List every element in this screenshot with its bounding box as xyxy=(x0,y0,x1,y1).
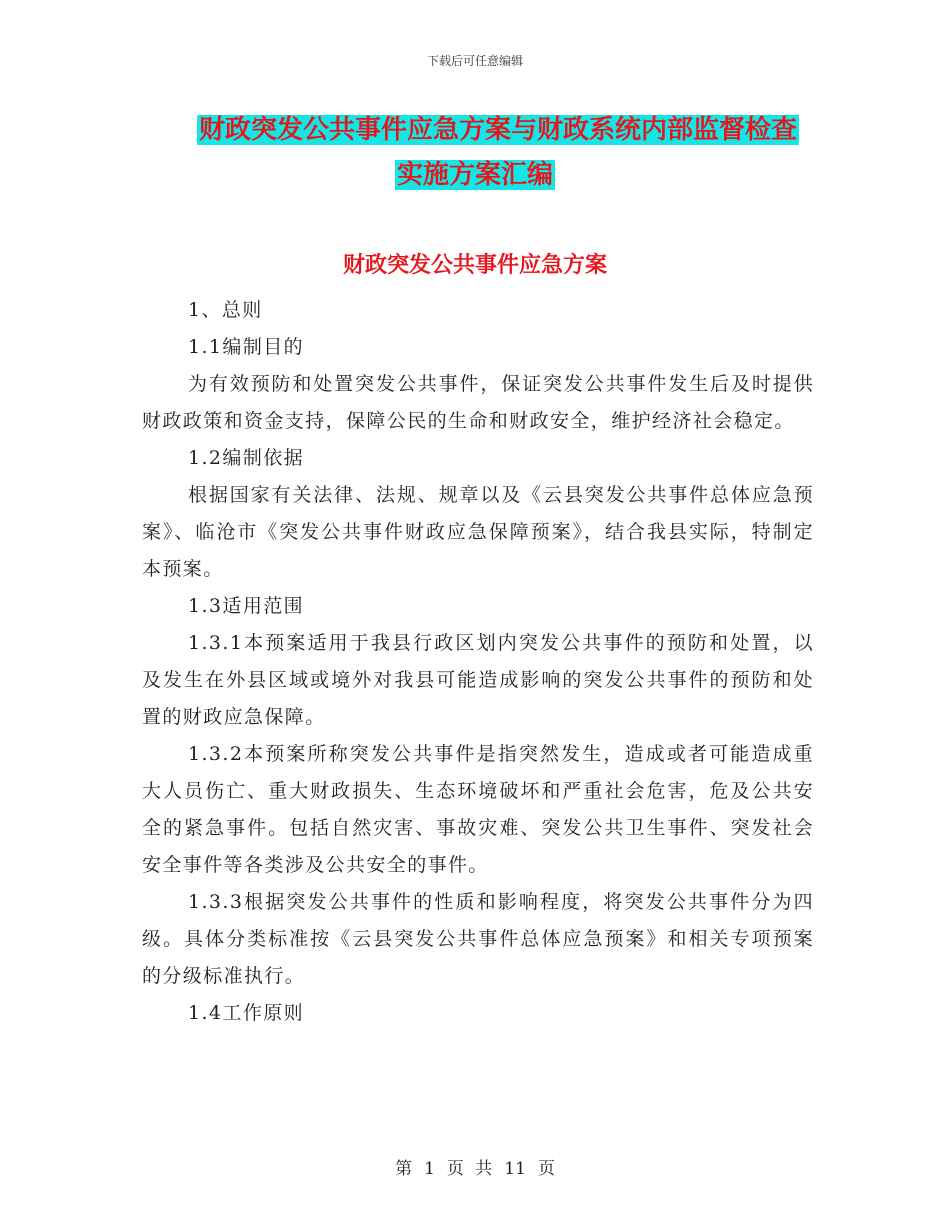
paragraph-heading: 1.3适用范围 xyxy=(188,595,305,617)
document-body xyxy=(142,292,814,1032)
title-highlight-2: 实施方案汇编 xyxy=(396,160,553,190)
title-highlight-1: 财政突发公共事件应急方案与财政系统内部监督检查 xyxy=(198,115,797,145)
section-title: 财政突发公共事件应急方案 xyxy=(342,252,607,278)
paragraph-heading: 1、总则 xyxy=(188,299,263,321)
paragraph: 为有效预防和处置突发公共事件，保证突发公共事件发生后及时提供财政政策和资金支持，保障公民的生命和财政安全，维护经济社会稳定。 xyxy=(142,373,814,432)
header-note: 下载后可任意编辑 xyxy=(426,54,523,68)
document-title-line-1 xyxy=(0,112,950,148)
page-footer xyxy=(0,1154,950,1179)
paragraph: 1.3.1本预案适用于我县行政区划内突发公共事件的预防和处置，以及发生在外县区域或境外对我县可能造成影响的突发公共事件的预防和处置的财政应急保障。 xyxy=(142,632,814,728)
paragraph: 1.3.3根据突发公共事件的性质和影响程度，将突发公共事件分为四级。具体分类标准按《云县突发公共事件总体应急预案》和相关专项预案的分级标准执行。 xyxy=(142,891,814,987)
paragraph-heading: 1.4工作原则 xyxy=(188,1002,305,1024)
footer-total-pages: 11 xyxy=(504,1159,526,1179)
footer-page-number: 1 xyxy=(424,1159,435,1179)
paragraph-heading: 1.2编制依据 xyxy=(188,447,305,469)
paragraph: 根据国家有关法律、法规、规章以及《云县突发公共事件总体应急预案》、临沧市《突发公共事件财政应急保障预案》，结合我县实际，特制定本预案。 xyxy=(142,484,814,580)
paragraph: 1.3.2本预案所称突发公共事件是指突然发生，造成或者可能造成重大人员伤亡、重大财政损失、生态环境破坏和严重社会危害，危及公共安全的紧急事件。包括自然灾害、事故灾难、突发公共卫生事件、突发社会安全事件等各类涉及公共安全的事件。 xyxy=(142,743,814,876)
footer-prefix: 第 xyxy=(395,1159,413,1179)
footer-middle: 页 共 xyxy=(446,1159,493,1179)
footer-suffix: 页 xyxy=(537,1159,555,1179)
document-title-line-2 xyxy=(0,157,950,193)
paragraph-heading: 1.1编制目的 xyxy=(188,336,305,358)
